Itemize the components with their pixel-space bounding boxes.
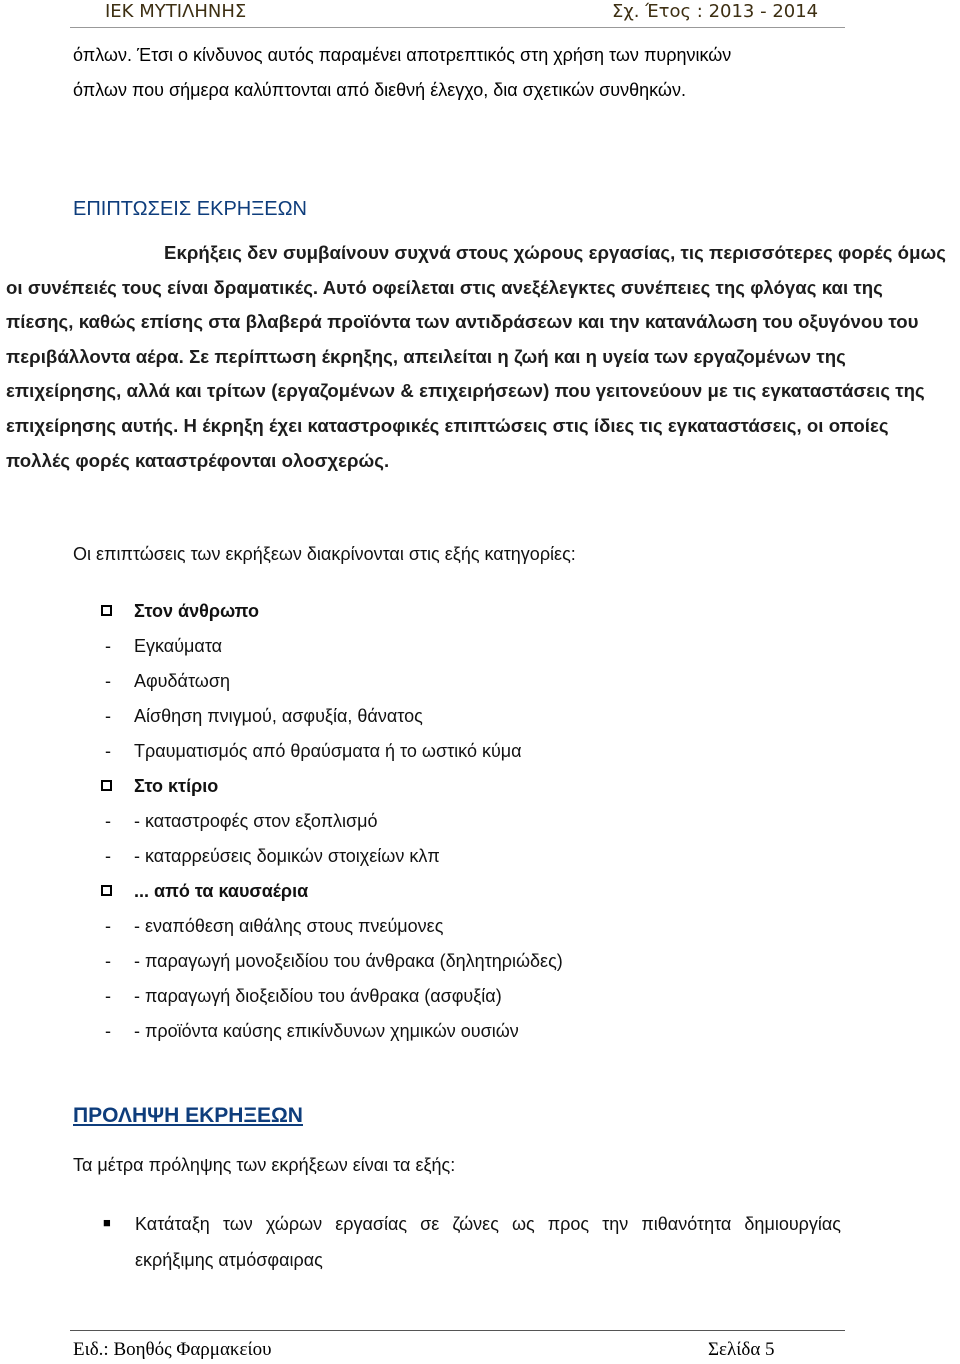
footer-divider (70, 1330, 845, 1331)
explosion-effects-paragraph (6, 236, 956, 478)
paragraph-line: επιχείρησης, αλλά και τρίτων (εργαζομένων & επιχειρήσεων) που γειτονεύουν με τις εγκαταστάσεις της (6, 380, 925, 402)
paragraph-line: Εκρήξεις δεν συμβαίνουν συχνά στους χώρους εργασίας, τις περισσότερες φορές όμως (164, 242, 946, 263)
prevention-intro: Τα μέτρα πρόληψης των εκρήξεων είναι τα εξής: (73, 1155, 456, 1175)
section-heading-explosion-prevention: ΠΡΟΛΗΨΗ ΕΚΡΗΞΕΩΝ (73, 1104, 303, 1127)
header-divider (70, 27, 845, 28)
section-heading-explosion-effects: ΕΠΙΠΤΩΣΕΙΣ ΕΚΡΗΞΕΩΝ (73, 198, 307, 220)
header-school-year: Σχ. Έτος : 2013 - 2014 (612, 1, 819, 22)
square-bullet-icon: ■ (103, 1215, 111, 1230)
paragraph-line: επιχείρησης αυτής. Η έκρηξη έχει καταστροφικές επιπτώσεις στις ίδιες τις εγκαταστάσεις, οι οποίες (6, 414, 889, 436)
footer-specialty: Ειδ.: Βοηθός Φαρμακείου (73, 1339, 272, 1360)
intro-paragraph (73, 38, 731, 108)
paragraph-line: οι συνέπειές τους είναι δραματικές. Αυτό οφείλεται στις ανεξέλεγκτες συνέπειες της φλόγας και της (6, 276, 883, 298)
checkbox-square-icon (101, 780, 112, 791)
header-school-name: ΙΕΚ ΜΥΤΙΛΗΝΗΣ (105, 1, 247, 22)
paragraph-line: πίεσης, καθώς επίσης στα βλαβερά προϊόντα των αντιδράσεων και την κατανάλωση του οξυγόνου του (6, 311, 919, 333)
intro-paragraph-line: όπλων. Έτσι ο κίνδυνος αυτός παραμένει αποτρεπτικός στη χρήση των πυρηνικών (73, 45, 732, 65)
page-number: Σελίδα 5 (708, 1339, 775, 1360)
paragraph-line: περιβάλλοντα αέρα. Σε περίπτωση έκρηξης, απειλείται η ζωή και η υγεία των εργαζομένων της (6, 345, 846, 367)
intro-paragraph-line: όπλων που σήμερα καλύπτονται από διεθνή έλεγχο, δια σχετικών συνθηκών. (73, 80, 686, 100)
checkbox-square-icon (101, 885, 112, 896)
checkbox-square-icon (101, 605, 112, 616)
paragraph-line: πολλές φορές καταστρέφονται ολοσχερώς. (6, 449, 390, 471)
categories-intro: Οι επιπτώσεις των εκρήξεων διακρίνονται στις εξής κατηγορίες: (73, 544, 576, 564)
prevention-measure: Κατάταξη των χώρων εργασίας σε ζώνες ως προς την πιθανότητα δημιουργίας εκρήξιμης ατμόσφαιρας (135, 1214, 841, 1270)
